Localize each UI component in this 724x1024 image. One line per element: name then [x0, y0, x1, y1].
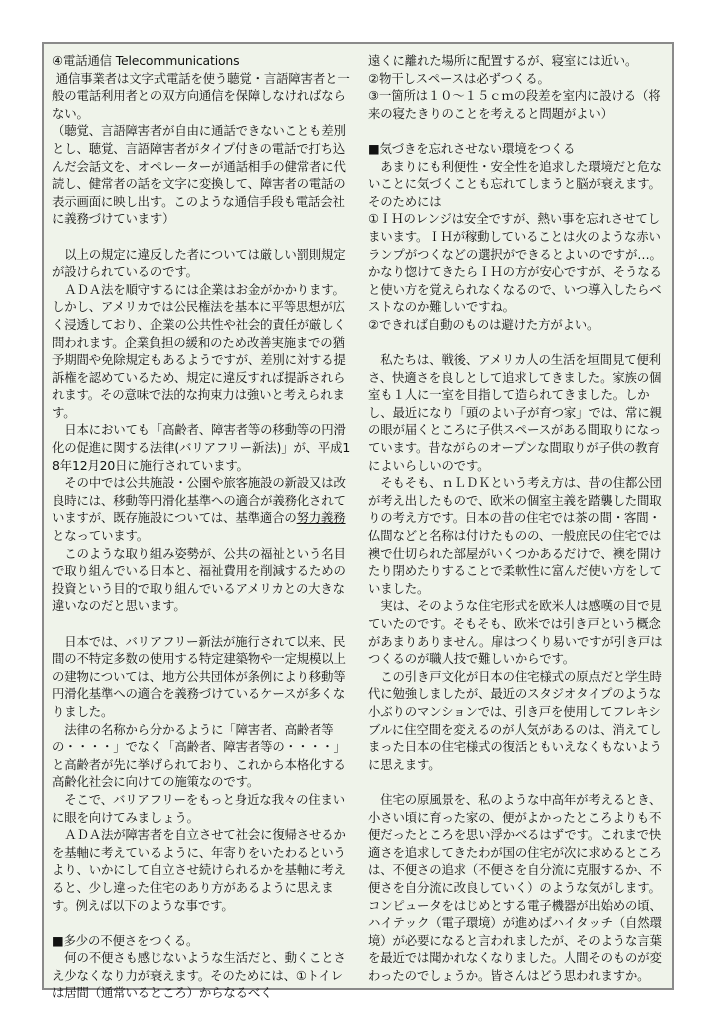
section-housing-history: 私たちは、戦後、アメリカ人の生活を垣間見て便利さ、快適さを良しとして追求してきました。家族の個室も１人に一室を目指して造られてきました。しかし、最近になり「頭のよい子が育つ家」では、常に親の眼が届くところに子供スペースがある間取りになっています。昔ながらのオープンな間取りが子供の教育によいらしいのです。 そもそも、ｎＬＤＫという考え方は、昔の住都公団が考え出したもので、欧米の個室主義を踏襲した間取りの考え方です。日本の昔の住宅では茶の間・客間・仏間などと名称は付けたものの、一般庶民の住宅では襖で仕切られた部屋がいくつかあるだけで、襖を開けたり閉めたりすることで柔軟性に富んだ使い方をしていました。 実は、そのような住宅形式を欧米人は感嘆の目で見ていたのです。そもそも、欧米では引き戸という概念があまりありません。扉はつくり易いですが引き戸はつくるのが職人技で難しいからです。 この引き戸文化が日本の住宅様式の原点だと学生時代に勉強しましたが、最近のスタジオタイプのような小ぶりのマンションでは、引き戸を使用してフレキシブルに住空間を変えるのが人気があるのは、消えてしまった日本の住宅様式の復活ともいえなくもないように思えます。 — [368, 352, 663, 772]
section-penalties-and-laws — [52, 246, 354, 615]
laws-text-tail: となっています。 このような取り組み姿勢が、公共の福祉という名目で取り組んでいる日本と、福祉費用を削減するための投資という目的で取り組んでいるアメリカとの大きな違いなのだと思います。 — [52, 528, 346, 614]
effort-obligation-underlined: 努力義務 — [296, 510, 346, 526]
laws-text: 以上の規定に違反した者については厳しい罰則規定が設けられているのです。 ＡＤＡ法を順守するには企業はお金がかかります。しかし、アメリカでは公民権法を基本に平等思想が広く浸透しており、企業の公共性や社会的責任が厳しく問われます。企業負担の緩和のため改善実施までの猶予期間や免除規定もあるようですが、差別に対する提訴権を認めているため、規定に違反すれば提訴されられます。その意味で法的な拘束力は強いと考えられます。 日本においても「高齢者、障害者等の移動等の円滑化の促進に関する法律(バリアフリー新法)」が、平成18年12月20日に施行されています。 その中では公共施設・公園や旅客施設の新設又は改良時には、移動等円滑化基準への適合が義務化されていますが、既存施設については、基準適合の — [52, 246, 351, 526]
section-awareness-environment: ■気づきを忘れさせない環境をつくる あまりにも利便性・安全性を追求した環境だと危ないことに気づくことも忘れてしまうと脳が衰えます。そのためには ①ＩＨのレンジは安全ですが、熱い事を忘れさせてしまいます。ＩＨが稼動していることは火のような赤いランプがつくなどの選択ができるとよいのですが…。かなり惚けてきたらＩＨの方が安心ですが、そうなると使い方を覚えられなくなるので、いつ導入したらベストなのか難しいですね。 ②できれば自動のものは避けた方がよい。 — [368, 140, 662, 332]
section-telecommunications: ④電話通信 Telecommunications 通信事業者は文字式電話を使う聴覚・言語障害者と一般の電話利用者との双方向通信を保障しなければならない。 （聴覚、言語障害者が自由に通話できないことも差別とし、聴覚、言語障害者がタイプ付きの電話で打ち込んだ会話文を、オペレーターが通話相手の健常者に代読し、健常者の話を文字に変換して、障害者の電話の表示画面に映し出す。このような通信手段も電話会社に義務づけています） — [52, 53, 350, 227]
section-closing: 住宅の原風景を、私のような中高年が考えるとき、小さい頃に育った家の、便がよかったところよりも不便だったところを思い浮かべるはずです。これまで快適さを追求してきたわが国の住宅が次に求めるところは、不便さの追求（不便さを自分流に克服するか、不便さを自分流に改良していく）のような気がします。コンピュータをはじめとする電子機器が出始めの頃、ハイテック（電子環境）が進めばハイタッチ（自然環境）が必要になると言われましたが、そのような言葉を最近では聞かれなくなりました。人間そのものが変わったのでしょうか。皆さんはどう思われますか。 — [368, 791, 662, 983]
paragraph-gap — [52, 914, 354, 932]
paragraph-gap — [52, 615, 354, 633]
paragraph-gap — [368, 334, 670, 352]
right-column — [368, 52, 670, 984]
left-column — [52, 52, 354, 1002]
article-panel — [42, 42, 674, 1001]
paragraph-gap — [368, 773, 670, 791]
section-inconvenience-continued: 遠くに離れた場所に配置するが、寝室には近い。 ②物干しスペースは必ずつくる。 ③一箇所は１０～１５ｃｍの段差を室内に設ける（将来の寝たきりのことを考えると問題がよい） — [368, 53, 661, 121]
section-barrier-free-japan: 日本では、バリアフリー新法が施行されて以来、民間の不特定多数の使用する特定建築物や一定規模以上の建物については、地方公共団体が条例により移動等円滑化基準への適合を義務づけているケースが多くなりました。 法律の名称から分かるように「障害者、高齢者等の・・・・」でなく「高齢者、障害者等の・・・・」と高齢者が先に挙げられており、これから本格化する高齢化社会に向けての施策なのです。 そこで、バリアフリーをもっと身近な我々の住まいに眼を向けてみましょう。 ＡＤＡ法が障害者を自立させて社会に復帰させるかを基軸に考えているように、年寄りをいたわるというより、いかにして自立させ続けられるかを基軸に考えると、少し違った住宅のあり方があるように思えます。例えば以下のような事です。 — [52, 633, 346, 913]
section-inconvenience: ■多少の不便さをつくる。 何の不便さも感じないような生活だと、動くことさえ少なくなり力が衰えます。そのためには、①トイレは居間（通常いるところ）からなるべく — [52, 932, 346, 1001]
paragraph-gap — [368, 122, 670, 140]
paragraph-gap — [52, 228, 354, 246]
